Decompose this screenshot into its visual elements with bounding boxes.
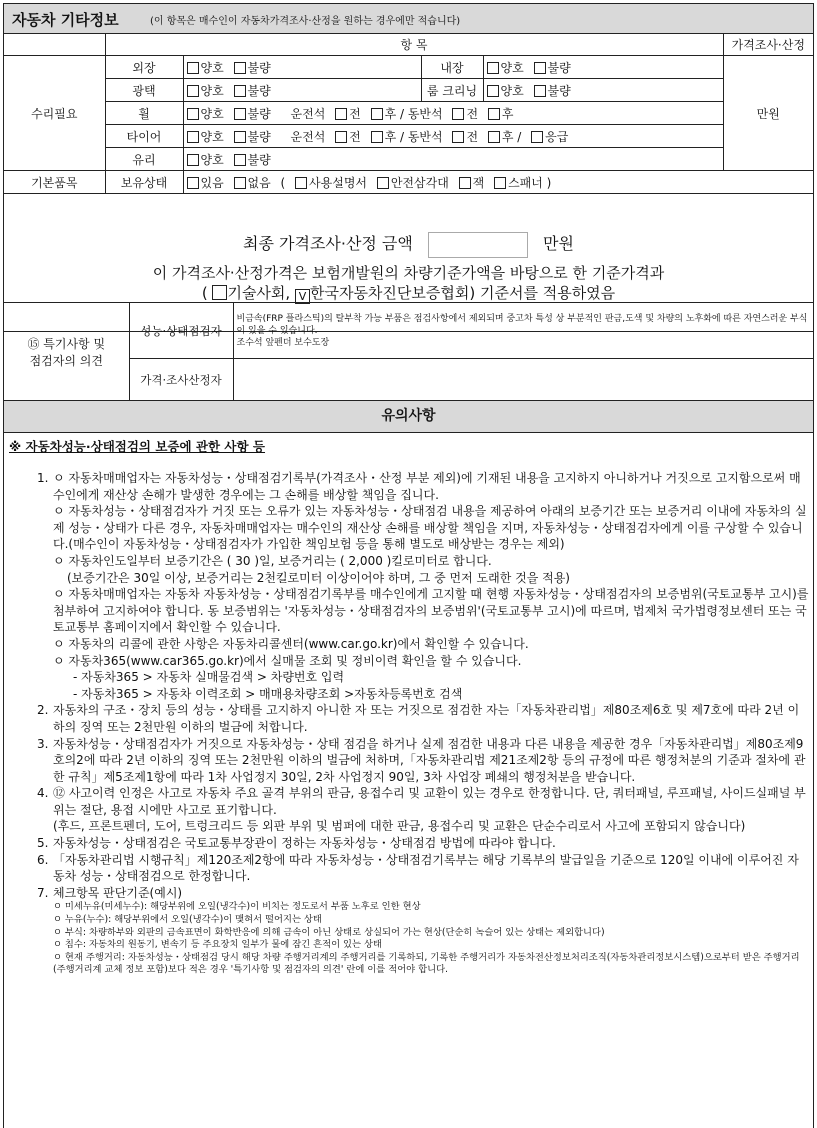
- exterior-bad-checkbox[interactable]: [234, 62, 246, 74]
- notice-item-5: 5. 자동차성능・상태점검은 국토교통부장관이 정하는 자동차성능・상태점검 방법에 따라야 합니다.: [37, 836, 556, 851]
- final-price-input[interactable]: [428, 232, 528, 258]
- room-cleaning-label: 룸 크리닝: [421, 79, 483, 102]
- interior-options: 양호 불량: [483, 56, 723, 79]
- vehicle-other-info-form: [3, 3, 814, 1128]
- exterior-label: 외장: [105, 56, 183, 79]
- kaia-checkbox[interactable]: V: [295, 289, 310, 304]
- exterior-good-checkbox[interactable]: [187, 62, 199, 74]
- tire-passenger-front-checkbox[interactable]: [452, 131, 464, 143]
- repair-table: [4, 33, 813, 194]
- price-unit: 만원: [723, 56, 813, 171]
- basis-line-2: ( 기술사회, V 한국자동차진단보증협회) 기준서를 적용하였음: [201, 284, 616, 303]
- notice-item-2: 2. 자동차의 구조・장치 등의 성능・상태를 고지하지 아니한 자 또는 거짓으로 점검한 자는「자동차관리법」제80조제6호 및 제7호에 따라 2년 이하의 징역 또는 2천만원 이하의 벌금에 처합니다.: [37, 703, 800, 734]
- item-column-header: 항 목: [105, 33, 723, 56]
- wheel-driver-front-checkbox[interactable]: [335, 108, 347, 120]
- inspector-label: 성능·상태점검자: [129, 303, 233, 359]
- glass-options: 양호 불량: [183, 148, 723, 171]
- section-header: [4, 4, 813, 34]
- tire-label: 타이어: [105, 125, 183, 148]
- glass-bad-checkbox[interactable]: [234, 154, 246, 166]
- special-notes-table: [4, 302, 813, 401]
- inspector-notes: [233, 303, 813, 359]
- notice-list: [37, 470, 809, 977]
- tire-bad-checkbox[interactable]: [234, 131, 246, 143]
- final-price-unit: 만원: [543, 234, 574, 253]
- inspector-note-1: 비금속(FRP 플라스틱)의 탈부착 가능 부품은 점검사항에서 제외되며 중고차 특성 상 부분적인 판금,도색 및 차량의 노후화에 따른 자연스러운 부식이 있을 수 있습니다.: [236, 313, 808, 336]
- tech-society-checkbox[interactable]: [212, 285, 227, 300]
- price-column-header: 가격조사·산정: [723, 33, 813, 56]
- notice-item-1: 1. ㅇ 자동차매매업자는 자동차성능・상태점검기록부(가격조사・산정 부분 제외)에 기재된 내용을 고지하지 아니하거나 거짓으로 고지함으로써 매수인에게 재산상 손해가 발생한 경우에는 그 손해를 배상할 책임을 집니다. ㅇ 자동차성능・상태점검자가 거짓 또는 오류가 있는 자동차성능・상태점검 내용을 제공하여 아래의 보증기간 또는 보증거리 이내에 자동차의 실제 성능・상태가 다른 경우, 자동차매매업자는 매수인의 재산상 손해를 배상할 책임을 지며, 자동차성능・상태점검자에게 이를 구상할 수 있습니다.(매수인이 자동차성능・상태점검자가 가입한 책임보험 등을 통해 별도로 배상받는 경우는 제외) ㅇ 자동차인도일부터 보증기간은 ( 30 )일, 보증거리는 ( 2,000 )킬로미터로 합니다. (보증기간은 30일 이상, 보증거리는 2천킬로미터 이상이어야 하며, 그 중 먼저 도래한 것을 적용) ㅇ 자동차매매업자는 자동차 자동차성능・상태점검기록부를 매수인에게 고지할 때 현행 자동차성능・상태점검자의 보증범위(국토교통부 고시)를 첨부하여 고지하여야 합니다. 동 보증범위는 '자동차성능・상태점검자의 보증범위'(국토교통부 고시)에 따르며, 법제처 국가법령정보센터 또는 국토교통부 홈페이지에서 확인할 수 있습니다. ㅇ 자동차의 리콜에 관한 사항은 자동차리콜센터(www.car.go.kr)에서 확인할 수 있습니다. ㅇ 자동차365(www.car365.go.kr)에서 실매물 조회 및 정비이력 확인을 할 수 있습니다. - 자동차365 > 자동차 실매물검색 > 차량번호 입력 - 자동차365 > 자동차 이력조회 > 매매용차량조회 >자동차등록번호 검색: [37, 471, 809, 701]
- gloss-bad-checkbox[interactable]: [234, 85, 246, 97]
- manual-checkbox[interactable]: [295, 177, 307, 189]
- triangle-checkbox[interactable]: [377, 177, 389, 189]
- notice-item-4: 4. ⑫ 사고이력 인정은 사고로 자동차 주요 골격 부위의 판금, 용접수리 및 교환이 있는 경우로 한정합니다. 단, 쿼터패널, 루프패널, 사이드실패널 부위는 절단, 용접 시에만 사고로 표기합니다. (후드, 프론트펜더, 도어, 트렁크리드 등 외판 부위 및 범퍼에 대한 판금, 용접수리 및 교환은 단순수리로서 사고에 포함되지 않습니다): [37, 786, 806, 834]
- tire-good-checkbox[interactable]: [187, 131, 199, 143]
- notice-item-3: 3. 자동차성능・상태점검자가 거짓으로 자동차성능・상태 점검을 하거나 실제 점검한 내용과 다른 내용을 제공한 경우「자동차관리법」제80조제9호의2에 따라 2년 이하의 징역 또는 2천만원 이하의 벌금에 처하며,「자동차관리법 제21조제2항 등의 규정에 따른 행정처분의 기준과 절차에 관한 규칙」제5조제1항에 따라 1차 사업정지 30일, 2차 사업정지 90일, 3차 사업장 폐쇄의 행정처분을 받습니다.: [37, 736, 806, 784]
- glass-label: 유리: [105, 148, 183, 171]
- interior-good-checkbox[interactable]: [487, 62, 499, 74]
- exterior-options: 양호 불량: [183, 56, 421, 79]
- no-items-checkbox[interactable]: [234, 177, 246, 189]
- wheel-passenger-front-checkbox[interactable]: [452, 108, 464, 120]
- cleaning-bad-checkbox[interactable]: [534, 85, 546, 97]
- tire-passenger-rear-checkbox[interactable]: [488, 131, 500, 143]
- wheel-bad-checkbox[interactable]: [234, 108, 246, 120]
- tire-emergency-checkbox[interactable]: [531, 131, 543, 143]
- room-cleaning-options: 양호 불량: [483, 79, 723, 102]
- interior-bad-checkbox[interactable]: [534, 62, 546, 74]
- warranty-title: ※ 자동차성능·상태점검의 보증에 관한 사항 등: [9, 439, 266, 454]
- section-title: 자동차 기타정보: [12, 11, 119, 29]
- basis-line-1: 이 가격조사·산정가격은 보험개발원의 차량기준가액을 바탕으로 한 기준가격과: [152, 264, 665, 282]
- tire-driver-front-checkbox[interactable]: [335, 131, 347, 143]
- gloss-good-checkbox[interactable]: [187, 85, 199, 97]
- tire-options: 양호 불량 운전석 전 후 / 동반석 전 후 / 응급: [183, 125, 723, 148]
- final-price-label: 최종 가격조사·산정 금액: [243, 234, 413, 253]
- wheel-options: 양호 불량 운전석 전 후 / 동반석 전 후: [183, 102, 723, 125]
- glass-good-checkbox[interactable]: [187, 154, 199, 166]
- wheel-label: 휠: [105, 102, 183, 125]
- gloss-options: 양호 불량: [183, 79, 421, 102]
- interior-label: 내장: [421, 56, 483, 79]
- wheel-good-checkbox[interactable]: [187, 108, 199, 120]
- notice-heading: 유의사항: [4, 400, 813, 433]
- spanner-checkbox[interactable]: [494, 177, 506, 189]
- notice-item-6: 6. 「자동차관리법 시행규칙」제120조제2항에 따라 자동차성능・상태점검기록부는 해당 기록부의 발급일을 기준으로 120일 이내에 이루어진 자동차 성능・상태점검으로 한정합니다.: [37, 852, 799, 884]
- tire-driver-rear-checkbox[interactable]: [371, 131, 383, 143]
- special-notes-label: ⑮ 특기사항 및 점검자의 의견: [4, 303, 129, 401]
- section-subtitle: (이 항목은 매수인이 자동차가격조사·산정을 원하는 경우에만 적습니다): [150, 16, 461, 27]
- wheel-passenger-rear-checkbox[interactable]: [488, 108, 500, 120]
- repair-needed-label: 수리필요: [4, 56, 105, 171]
- jack-checkbox[interactable]: [459, 177, 471, 189]
- basic-items-options: 있음 없음 ( 사용설명서 안전삼각대 잭 스패너 ): [183, 171, 813, 194]
- appraiser-notes[interactable]: [233, 359, 813, 401]
- blank-cell: [4, 33, 105, 56]
- appraiser-label: 가격·조사산정자: [129, 359, 233, 401]
- wheel-driver-rear-checkbox[interactable]: [371, 108, 383, 120]
- has-items-checkbox[interactable]: [187, 177, 199, 189]
- gloss-label: 광택: [105, 79, 183, 102]
- cleaning-good-checkbox[interactable]: [487, 85, 499, 97]
- inspector-note-2: 조수석 앞펜더 보수도장: [236, 337, 330, 348]
- possession-label: 보유상태: [105, 171, 183, 194]
- basic-items-label: 기본품목: [4, 171, 105, 194]
- notice-item-7: 7. 체크항목 판단기준(예시) ㅇ 미세누유(미세누수): 해당부위에 오일(냉각수)이 비치는 정도로서 부품 노후로 인한 현상 ㅇ 누유(누수): 해당부위에서 오일(냉각수)이 맺혀서 떨어지는 상태 ㅇ 부식: 차량하부와 외판의 금속표면이 화학반응에 의해 금속이 아닌 상태로 상실되어 가는 현상(단순히 녹슬어 있는 상태는 제외합니다) ㅇ 침수: 자동차의 원동기, 변속기 등 주요장치 일부가 물에 잠긴 흔적이 있는 상태 ㅇ 현재 주행거리: 자동차성능・상태점검 당시 해당 차량 주행거리계의 주행거리를 기록하되, 기록한 주행거리가 자동차전산정보처리조직(자동차관리정보시스템)으로부터 받은 주행거리(주행거리계 교체 정보 포함)보다 적은 경우 '특기사항 및 점검자의 의견' 란에 이를 적어야 합니다.: [37, 885, 800, 976]
